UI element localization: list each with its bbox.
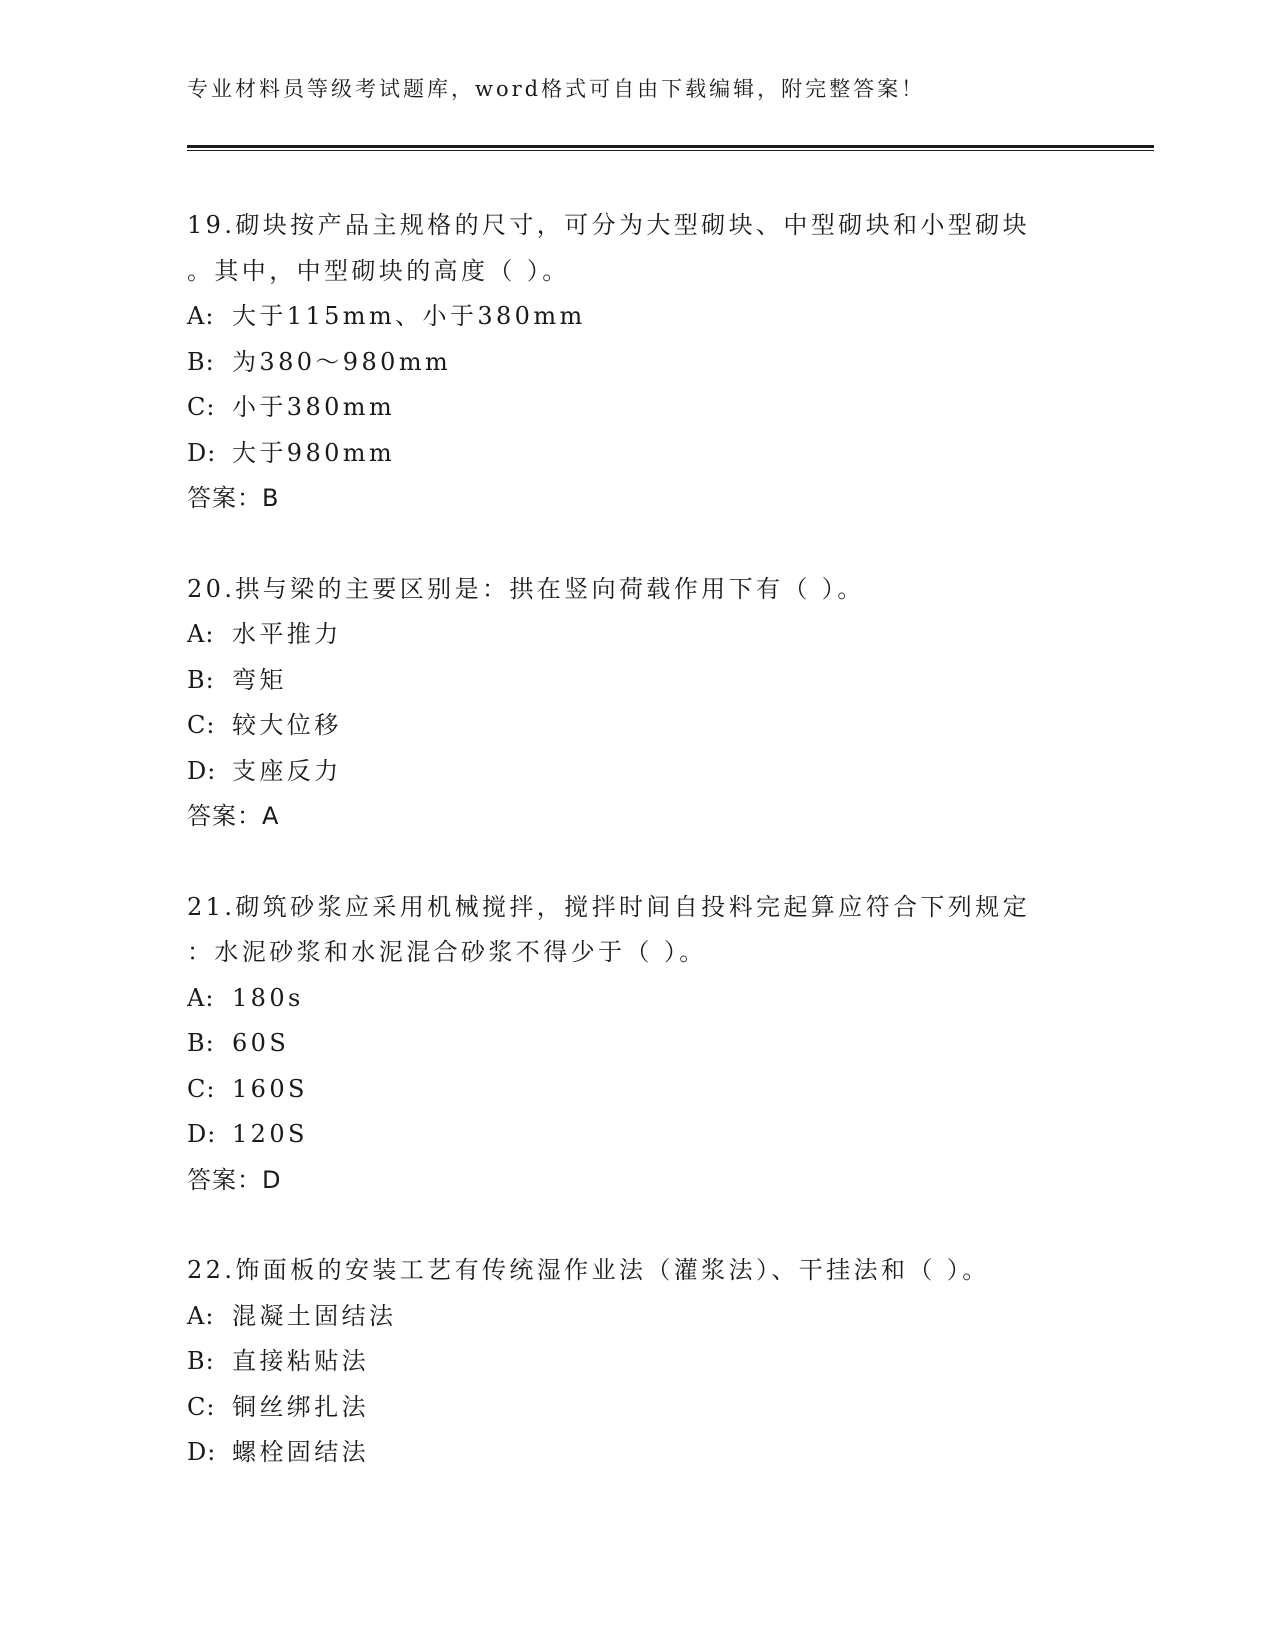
option-key: B: [187, 347, 215, 376]
option-text: 螺栓固结法 [232, 1438, 369, 1466]
option-key: B: [187, 665, 215, 694]
option-text: 大于980mm [232, 438, 396, 467]
answer-line: 答案：D [187, 1165, 282, 1194]
option-key: D: [187, 1438, 217, 1466]
question-stem [187, 885, 1087, 976]
option-a [187, 612, 1087, 658]
option-d [187, 749, 1087, 795]
option-key: B: [187, 1347, 215, 1375]
option-text: 160S [232, 1074, 308, 1103]
header-divider-thick [187, 145, 1154, 148]
question-stem [187, 203, 1087, 294]
question-stem-line: 21.砌筑砂浆应采用机械搅拌，搅拌时间自投料完起算应符合下列规定 [187, 892, 1030, 921]
option-text: 混凝土固结法 [232, 1301, 397, 1330]
option-text: 180s [232, 983, 304, 1012]
option-d [187, 1430, 1087, 1476]
option-key: A: [187, 302, 215, 330]
option-key: D: [187, 438, 217, 467]
option-text: 120S [232, 1120, 308, 1148]
option-text: 60S [232, 1029, 290, 1057]
answer-line: 答案：A [187, 802, 280, 830]
option-a [187, 976, 1087, 1022]
option-key: D: [187, 1120, 217, 1148]
option-key: C: [187, 1392, 216, 1421]
option-d [187, 431, 1087, 477]
option-c [187, 703, 1087, 749]
option-text: 铜丝绑扎法 [232, 1392, 369, 1421]
option-key: A: [187, 620, 215, 648]
question-21 [187, 885, 1087, 1204]
question-stem [187, 567, 1087, 613]
option-c [187, 385, 1087, 431]
option-b [187, 1339, 1087, 1385]
answer-line: 答案：B [187, 484, 280, 512]
option-c [187, 1385, 1087, 1431]
option-text: 大于115mm、小于380mm [232, 302, 586, 330]
option-text: 较大位移 [232, 711, 342, 739]
option-a [187, 1294, 1087, 1340]
page-header-text: 专业材料员等级考试题库，word格式可自由下载编辑，附完整答案！ [187, 77, 926, 101]
option-key: C: [187, 1074, 216, 1103]
option-text: 水平推力 [232, 620, 342, 648]
question-stem [187, 1248, 1087, 1294]
header-divider-thin [187, 150, 1154, 151]
question-20 [187, 567, 1087, 840]
question-22 [187, 1248, 1087, 1476]
option-text: 支座反力 [232, 756, 342, 785]
option-key: C: [187, 711, 216, 739]
option-b [187, 1021, 1087, 1067]
option-c [187, 1067, 1087, 1113]
option-key: A: [187, 983, 215, 1012]
option-d [187, 1112, 1087, 1158]
question-stem-line: 22.饰面板的安装工艺有传统湿作业法（灌浆法）、干挂法和（ ）。 [187, 1256, 990, 1284]
option-key: B: [187, 1029, 215, 1057]
option-text: 弯矩 [232, 665, 287, 694]
question-stem-line: 19.砌块按产品主规格的尺寸，可分为大型砌块、中型砌块和小型砌块 [187, 211, 1030, 239]
option-b [187, 340, 1087, 386]
question-stem-line: 20.拱与梁的主要区别是：拱在竖向荷载作用下有（ ）。 [187, 574, 865, 603]
option-text: 为380～980mm [232, 347, 452, 376]
question-19 [187, 203, 1087, 522]
option-a [187, 294, 1087, 340]
question-stem-line: 。其中，中型砌块的高度（ ）。 [187, 256, 570, 285]
option-key: C: [187, 393, 216, 421]
option-text: 直接粘贴法 [232, 1347, 369, 1375]
question-list [187, 203, 1087, 1476]
question-stem-line: ：水泥砂浆和水泥混合砂浆不得少于（ ）。 [187, 938, 707, 966]
option-text: 小于380mm [232, 393, 396, 421]
option-key: D: [187, 756, 217, 785]
option-b [187, 658, 1087, 704]
option-key: A: [187, 1301, 215, 1330]
